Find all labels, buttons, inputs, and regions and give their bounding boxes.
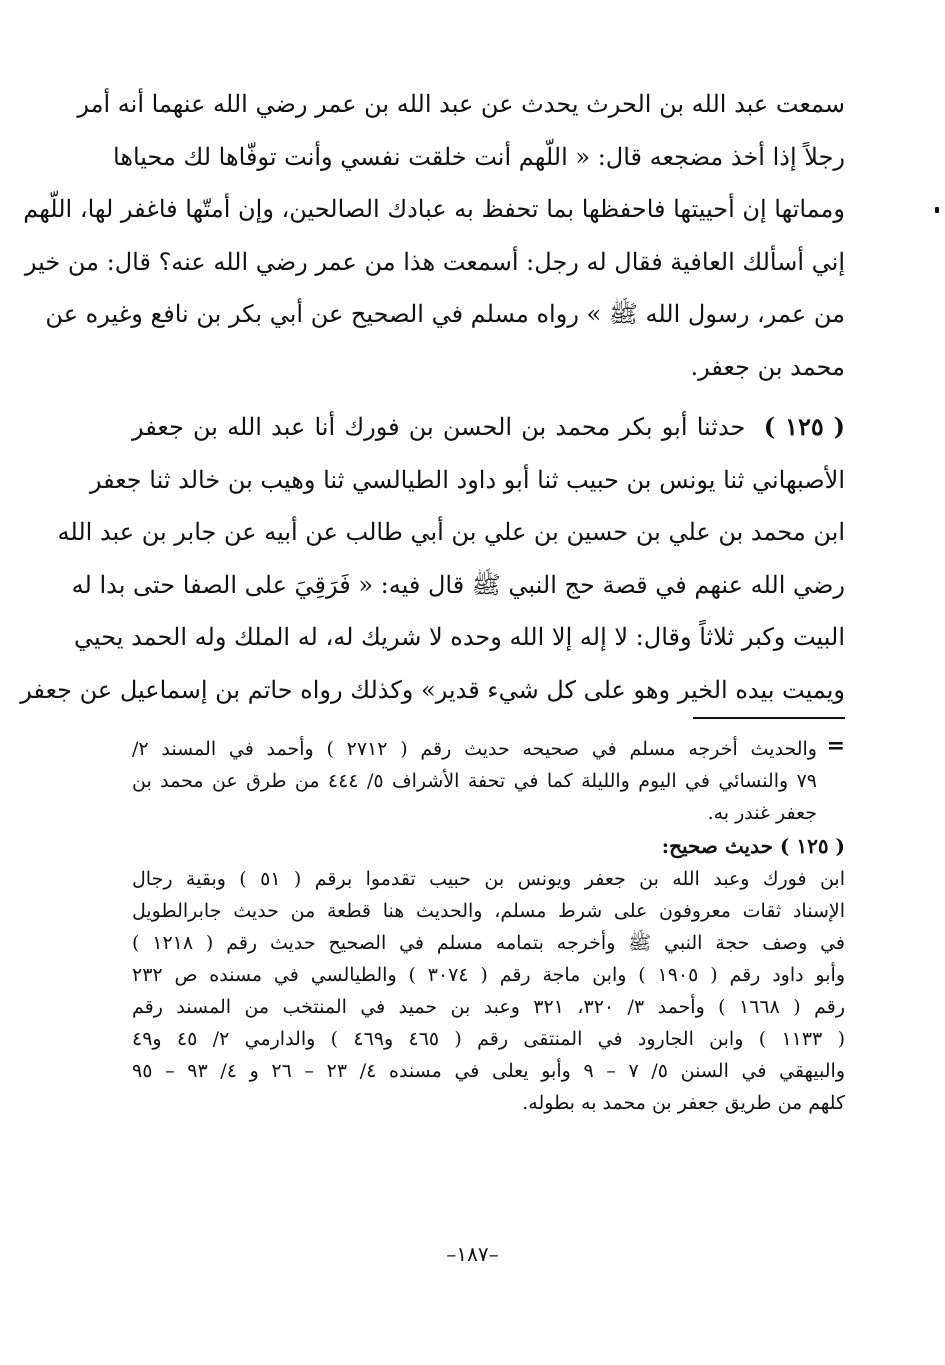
text-line: ومماتها إن أحييتها فاحفظها بما تحفظ به عبادك الصالحين، وإن أمتّها فاغفر لها، اللّهم xyxy=(23,195,845,223)
text-line: رجلاً إذا أخذ مضجعه قال: « اللّهم أنت خلقت نفسي وأنت توفّاها لك محياها xyxy=(113,142,845,171)
text-line: رضي الله عنهم في قصة حج النبي ﷺ قال فيه: « فَرَقِيَ على الصفا حتى بدا له xyxy=(71,570,845,599)
footnote-continuation xyxy=(132,733,845,829)
footnote-line: وأبو داود رقم ( ١٩٠٥ ) وابن ماجة رقم ( ٣٠٧٤ ) والطيالسي في مسنده ص ٢٣٢ xyxy=(132,964,845,986)
hadith-125-first-line xyxy=(132,401,845,454)
hadith-125-first-line-text: حدثنا أبو بكر محمد بن الحسن بن فورك أنا عبد الله بن جعفر xyxy=(132,413,746,441)
page-number: –١٨٧– xyxy=(446,1242,499,1266)
footnote-line: ابن فورك وعبد الله بن جعفر ويونس بن حبيب تقدموا برقم ( ٥١ ) وبقية رجال xyxy=(132,868,845,890)
footnote-line: ٧٩ والنسائي في اليوم والليلة كما في تحفة الأشراف ٥/ ٤٤٤ من طرق عن محمد بن xyxy=(132,770,817,792)
footnote-line: والحديث أخرجه مسلم في صحيحه حديث رقم ( ٢٧١٢ ) وأحمد في المسند ٢/ xyxy=(132,738,817,760)
text-line: البيت وكبر ثلاثاً وقال: لا إله إلا الله وحده لا شريك له، له الملك وله الحمد يحيي xyxy=(74,623,845,651)
footnote-line: رقم ( ١٦٦٨ ) وأحمد ٣/ ٣٢٠، ٣٢١ وعبد بن حميد في المنتخب من المسند رقم xyxy=(132,996,845,1018)
main-text xyxy=(20,78,845,716)
text-line: سمعت عبد الله بن الحرث يحدث عن عبد الله بن عمر رضي الله عنهما أنه أمر xyxy=(77,90,845,118)
text-line: إني أسألك العافية فقال له رجل: أسمعت هذا من عمر رضي الله عنه؟ قال: من خير xyxy=(24,247,845,276)
footnote-line: والبيهقي في السنن ٥/ ٧ – ٩ وأبو يعلى في مسنده ٤/ ٢٣ – ٢٦ و ٤/ ٩٣ – ٩٥ xyxy=(132,1060,845,1082)
footnote-line: كلهم من طريق جعفر بن محمد به بطوله. xyxy=(522,1092,845,1114)
footnote-heading: ( ١٢٥ ) حديث صحيح: xyxy=(661,834,845,858)
hadith-number: ( ١٢٥ ) xyxy=(763,412,845,441)
text-line: الأصبهاني ثنا يونس بن حبيب ثنا أبو داود الطيالسي ثنا وهيب بن خالد ثنا جعفر xyxy=(89,465,845,494)
footnote-line: الإسناد ثقات معروفون على شرط مسلم، والحديث هنا قطعة من حديث جابرالطويل xyxy=(132,900,845,922)
footnote-line: ( ١١٣٣ ) وابن الجارود في المنتقى رقم ( ٤٦٥ و٤٦٩ ) والدارمي ٢/ ٤٥ و٤٩ xyxy=(132,1028,845,1050)
text-line: ابن محمد بن علي بن حسين بن علي بن أبي طالب عن أبيه عن جابر بن عبد الله xyxy=(57,518,845,546)
continuation-mark: = xyxy=(826,733,845,759)
footnote-line: جعفر غندر به. xyxy=(707,802,817,824)
text-line: ويميت بيده الخير وهو على كل شيء قدير» وكذلك رواه حاتم بن إسماعيل عن جعفر xyxy=(20,675,845,704)
footnote-separator xyxy=(693,717,845,719)
paragraph-gap xyxy=(132,393,845,401)
footnote-line: في وصف حجة النبي ﷺ وأخرجه بتمامه مسلم في الصحيح حديث رقم ( ١٢١٨ ) xyxy=(132,932,846,954)
text-line: محمد بن جعفر. xyxy=(690,352,845,381)
margin-speck xyxy=(935,207,939,213)
footnotes xyxy=(132,733,845,1119)
text-line: من عمر، رسول الله ﷺ » رواه مسلم في الصحيح عن أبي بكر بن نافع وغيره عن xyxy=(45,300,845,328)
